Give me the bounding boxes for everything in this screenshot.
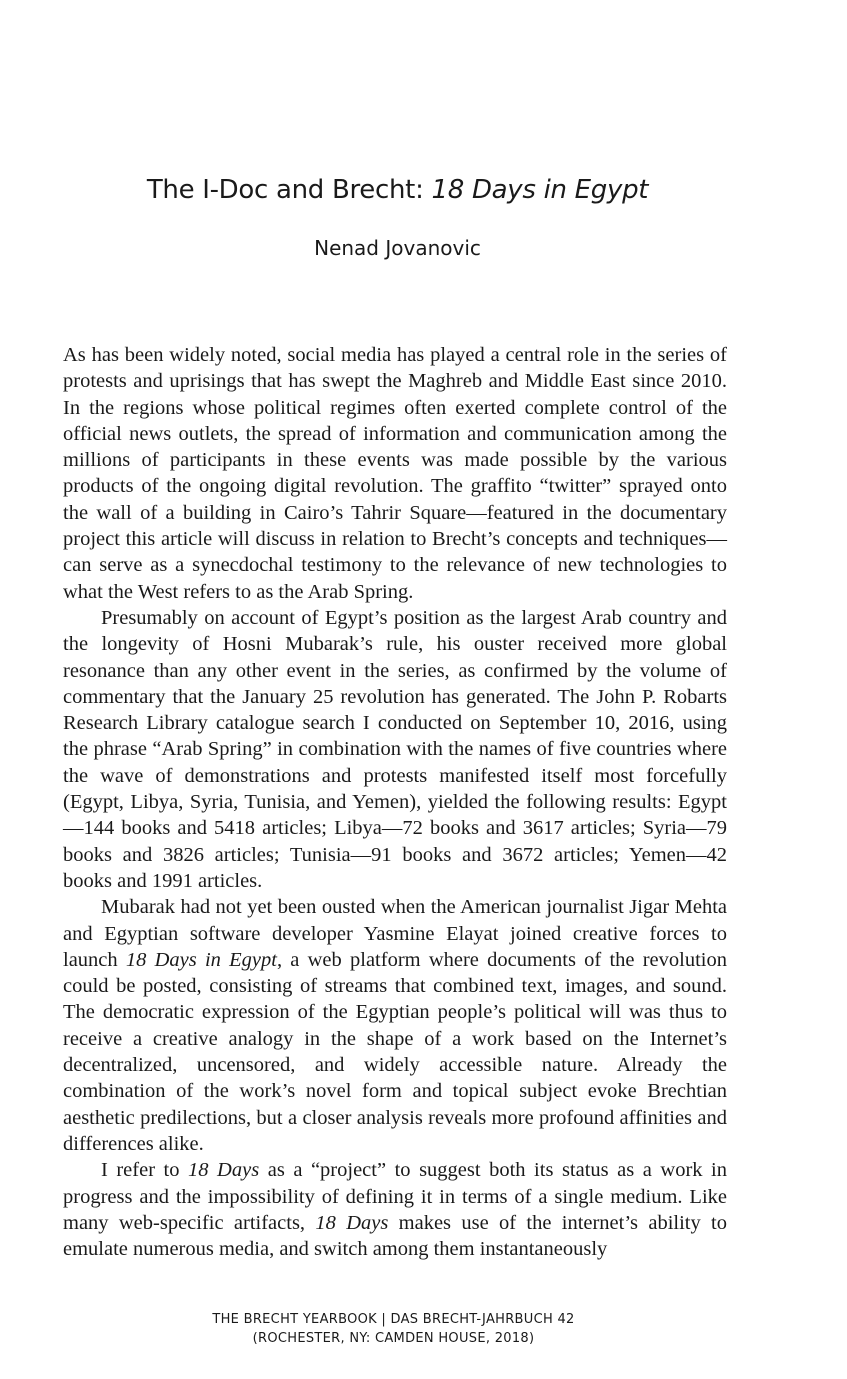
article-body (63, 342, 727, 1262)
body-paragraph (63, 605, 727, 894)
text-run: as a “project” to suggest both its status as a work in progress and the impossibility of defining it in terms of a single medium. Like many web-specific artifacts, (63, 1159, 728, 1234)
article-title (0, 172, 795, 208)
article-author: Nenad Jovanovic (314, 236, 481, 260)
text-run: As has been widely noted, social media has played a central role in the series of protests and uprisings that has swept the Maghreb and Middle East since 2010. In the regions whose political regimes often exerted complete control of the official news outlets, the spread of information and communication among the millions of participants in these events was made possible by the various products of the ongoing digital revolution. The graffito “twitter” sprayed onto the wall of a building in Cairo’s Tahrir Square—featured in the documentary project this article will discuss in relation to Brecht’s concepts and techniques—can serve as a synecdochal testimony to the relevance of new technologies to what the West refers to as the Arab Spring. (63, 344, 727, 603)
italic-title-reference: 18 Days (188, 1159, 260, 1182)
text-run: Presumably on account of Egypt’s position as the largest Arab country and the longevity of Hosni Mubarak’s rule, his ouster received more global resonance than any other event in the series, as confirmed by the volume of commentary that the January 25 revolution has generated. The John P. Robarts Research Library catalogue search I conducted on September 10, 2016, using the phrase “Arab Spring” in combination with the names of five countries where the wave of demonstrations and protests manifested itself most forcefully (Egypt, Libya, Syria, Tunisia, and Yemen), yielded the following results: Egypt—144 books and 5418 articles; Libya—72 books and 3617 articles; Syria—79 books and 3826 articles; Tunisia—91 books and 3672 articles; Yemen—42 books and 1991 articles. (63, 606, 727, 892)
body-paragraph (63, 1157, 727, 1262)
article-title-main: The I-Doc and Brecht: (146, 175, 432, 205)
text-run: makes use of the internet’s ability to emulate numerous media, and switch among them instantaneously (63, 1211, 727, 1261)
text-run: I refer to (101, 1159, 189, 1182)
body-paragraph (63, 894, 727, 1157)
italic-title-reference: 18 Days in Egypt (125, 948, 277, 971)
body-paragraph (63, 342, 727, 605)
footer-publisher: (ROCHESTER, NY: CAMDEN HOUSE, 2018) (252, 1331, 535, 1346)
footer-journal: THE BRECHT YEARBOOK | DAS BRECHT-JAHRBUCH 42 (212, 1312, 575, 1327)
page-footer (0, 1310, 787, 1348)
text-run: Mubarak had not yet been ousted when the American journalist Jigar Mehta and Egyptian software developer Yasmine Elayat joined creative forces to launch (63, 896, 727, 971)
italic-title-reference: 18 Days (315, 1211, 389, 1234)
text-run: , a web platform where documents of the revolution could be posted, consisting of streams that combined text, images, and sound. The democratic expression of the Egyptian people’s political will was thus to receive a creative analogy in the shape of a work based on the Internet’s decentralized, uncensored, and widely accessible nature. Already the combination of the work’s novel form and topical subject evoke Brechtian aesthetic predilections, but a closer analysis reveals more profound affinities and differences alike. (63, 948, 727, 1155)
article-title-italic: 18 Days in Egypt (431, 175, 649, 205)
